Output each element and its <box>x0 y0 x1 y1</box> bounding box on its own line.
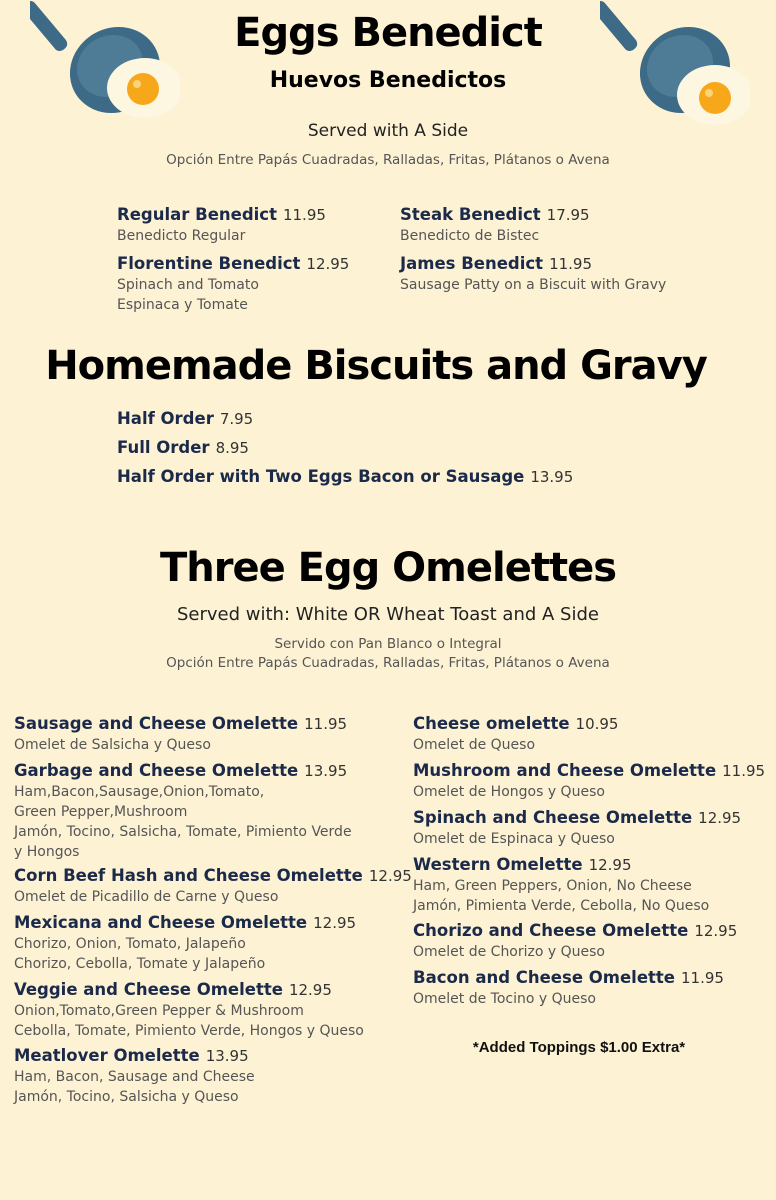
item-name: Veggie and Cheese Omelette <box>14 980 283 999</box>
item-desc: Benedicto Regular <box>117 228 246 244</box>
item-name: Regular Benedict <box>117 205 277 224</box>
item-name: Florentine Benedict <box>117 254 301 273</box>
item-desc: Omelet de Tocino y Queso <box>413 991 596 1007</box>
item-desc: Cebolla, Tomate, Pimiento Verde, Hongos y Queso <box>14 1023 364 1039</box>
toppings-note: *Added Toppings $1.00 Extra* <box>472 1039 686 1056</box>
item-desc: Jamón, Pimienta Verde, Cebolla, No Queso <box>413 898 710 914</box>
item-desc: Ham,Bacon,Sausage,Onion,Tomato, <box>14 784 265 800</box>
benedict-item <box>117 204 326 246</box>
item-desc: Omelet de Hongos y Queso <box>413 784 605 800</box>
omelette-item <box>14 1045 255 1107</box>
benedict-item <box>400 204 590 246</box>
item-desc: Spinach and Tomato <box>117 277 259 293</box>
item-price: 12.95 <box>313 914 357 932</box>
omelette-item <box>14 760 352 862</box>
benedict-item <box>400 253 666 295</box>
item-name: Corn Beef Hash and Cheese Omelette <box>14 866 363 885</box>
item-price: 12.95 <box>368 867 412 885</box>
item-name: Steak Benedict <box>400 205 541 224</box>
item-name: Cheese omelette <box>413 714 570 733</box>
item-desc: Onion,Tomato,Green Pepper & Mushroom <box>14 1003 304 1019</box>
omelette-item <box>413 713 618 755</box>
biscuit-item <box>117 437 249 459</box>
item-name: Garbage and Cheese Omelette <box>14 761 299 780</box>
item-name: Mushroom and Cheese Omelette <box>413 761 717 780</box>
omelette-item <box>14 979 364 1041</box>
benedict-title: Eggs Benedict <box>234 10 542 56</box>
omelette-item <box>14 865 412 907</box>
item-desc: Benedicto de Bistec <box>400 228 540 244</box>
omelettes-served-es-1: Servido con Pan Blanco o Integral <box>274 636 502 652</box>
item-price: 12.95 <box>288 981 332 999</box>
item-name: Sausage and Cheese Omelette <box>14 714 299 733</box>
item-price: 12.95 <box>588 856 632 874</box>
item-name: Half Order <box>117 409 214 428</box>
item-price: 12.95 <box>698 809 742 827</box>
item-name: Bacon and Cheese Omelette <box>413 968 675 987</box>
item-desc: Ham, Green Peppers, Onion, No Cheese <box>413 878 692 894</box>
omelette-item <box>413 920 737 962</box>
item-desc: Omelet de Espinaca y Queso <box>413 831 615 847</box>
item-price: 13.95 <box>530 468 574 486</box>
omelette-item <box>413 760 765 802</box>
item-price: 11.95 <box>722 762 766 780</box>
item-name: Spinach and Cheese Omelette <box>413 808 693 827</box>
omelette-item <box>14 713 347 755</box>
item-name: Chorizo and Cheese Omelette <box>413 921 689 940</box>
omelettes-served: Served with: White OR Wheat Toast and A Side <box>177 604 599 625</box>
omelettes-title: Three Egg Omelettes <box>159 545 617 591</box>
biscuit-item <box>117 408 253 430</box>
biscuit-item <box>117 466 573 488</box>
item-desc: Chorizo, Onion, Tomato, Jalapeño <box>14 936 246 952</box>
item-price: 11.95 <box>680 969 724 987</box>
item-desc: Jamón, Tocino, Salsicha, Tomate, Pimiento Verde <box>14 824 352 840</box>
item-desc: Sausage Patty on a Biscuit with Gravy <box>400 277 667 293</box>
item-price: 17.95 <box>546 206 590 224</box>
item-name: Mexicana and Cheese Omelette <box>14 913 308 932</box>
item-desc: Omelet de Salsicha y Queso <box>14 737 211 753</box>
item-desc: Espinaca y Tomate <box>117 297 248 313</box>
benedict-served: Served with A Side <box>307 121 469 141</box>
item-name: Western Omelette <box>413 855 583 874</box>
omelette-item <box>413 854 709 916</box>
item-desc: Omelet de Picadillo de Carne y Queso <box>14 889 279 905</box>
item-price: 13.95 <box>304 762 348 780</box>
item-desc: Omelet de Chorizo y Queso <box>413 944 605 960</box>
item-price: 11.95 <box>282 206 326 224</box>
omelette-item <box>413 807 741 849</box>
item-desc: Ham, Bacon, Sausage and Cheese <box>14 1069 255 1085</box>
item-name: Half Order with Two Eggs Bacon or Sausage <box>117 467 525 486</box>
item-desc: y Hongos <box>14 844 80 860</box>
item-price: 12.95 <box>694 922 738 940</box>
item-price: 13.95 <box>205 1047 249 1065</box>
benedict-subtitle: Huevos Benedictos <box>269 68 507 93</box>
item-desc: Chorizo, Cebolla, Tomate y Jalapeño <box>14 956 266 972</box>
item-price: 8.95 <box>215 439 249 457</box>
omelette-item <box>14 912 356 974</box>
item-price: 11.95 <box>549 255 593 273</box>
item-price: 12.95 <box>306 255 350 273</box>
item-price: 10.95 <box>575 715 619 733</box>
biscuits-title: Homemade Biscuits and Gravy <box>45 343 707 389</box>
item-name: Full Order <box>117 438 210 457</box>
item-price: 7.95 <box>219 410 254 428</box>
item-desc: Green Pepper,Mushroom <box>14 804 188 820</box>
item-name: Meatlover Omelette <box>14 1046 200 1065</box>
item-desc: Jamón, Tocino, Salsicha y Queso <box>14 1089 239 1105</box>
benedict-served-es: Opción Entre Papás Cuadradas, Ralladas, Fritas, Plátanos o Avena <box>166 152 610 168</box>
item-price: 11.95 <box>304 715 348 733</box>
omelette-item <box>413 967 724 1009</box>
item-desc: Omelet de Queso <box>413 737 536 753</box>
omelettes-served-es-2: Opción Entre Papás Cuadradas, Ralladas, Fritas, Plátanos o Avena <box>166 655 610 671</box>
benedict-item <box>117 253 349 315</box>
item-name: James Benedict <box>400 254 544 273</box>
